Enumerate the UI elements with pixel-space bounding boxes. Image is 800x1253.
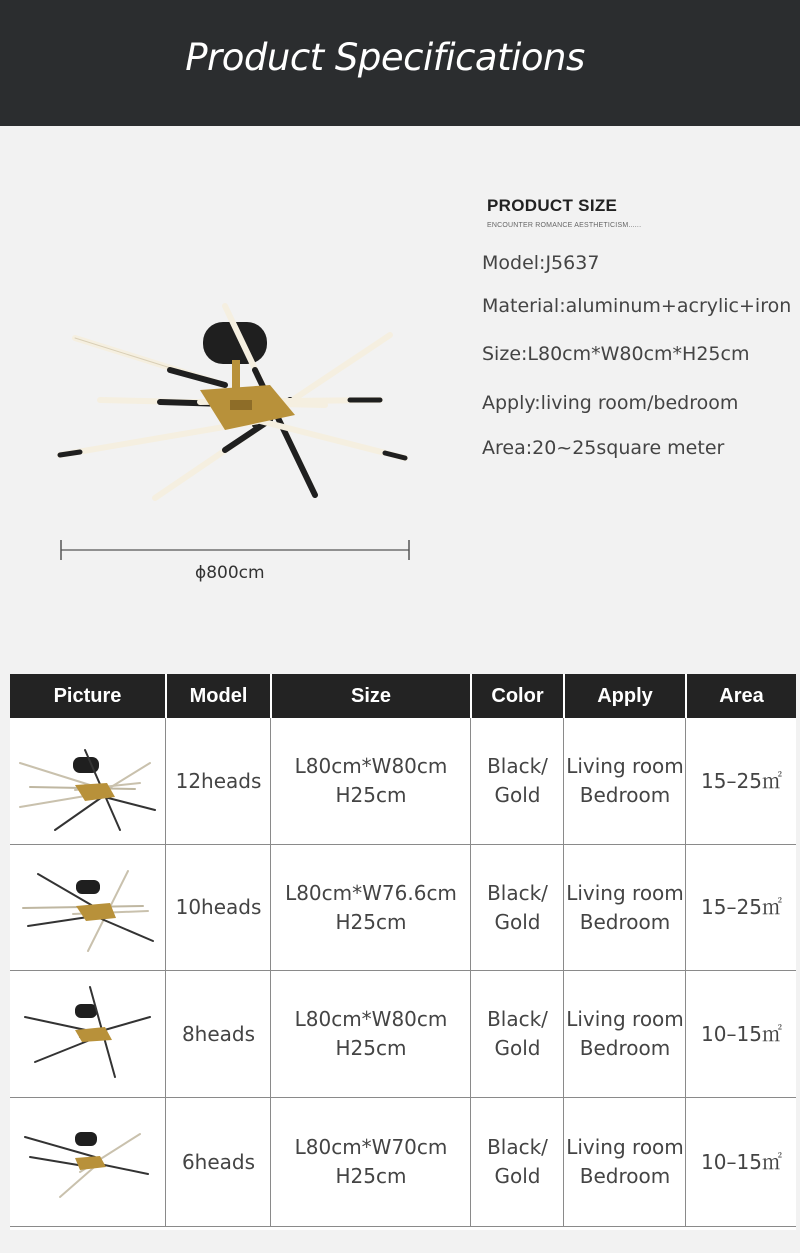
apply-line: Bedroom: [579, 1036, 671, 1060]
column-divider: [165, 718, 166, 1226]
table-row-picture: [20, 982, 155, 1082]
product-size-subtitle: ENCOUNTER ROMANCE AESTHETICISM......: [487, 222, 642, 229]
table-row-area: 10–15㎡: [701, 1149, 782, 1174]
table-row-area: 15–25㎡: [701, 895, 782, 919]
table-row-size: [272, 971, 470, 1097]
table-row-model: 10heads: [175, 895, 262, 919]
table-row-color: [472, 718, 563, 844]
size-line: L80cm*W80cm: [294, 1007, 448, 1031]
column-divider: [470, 718, 471, 1226]
color-line: Black/: [487, 1135, 548, 1159]
header-picture: Picture: [10, 674, 165, 718]
spec-apply: Apply:living room/bedroom: [482, 392, 739, 414]
spec-size: Size:L80cm*W80cm*H25cm: [482, 343, 750, 365]
apply-line: Bedroom: [579, 1164, 671, 1188]
apply-line: Living room: [566, 880, 684, 905]
table-row-color: [472, 1098, 563, 1226]
table-row-area: 15–25㎡: [701, 768, 782, 793]
table-row-color: [472, 845, 563, 970]
color-line: Gold: [494, 909, 541, 934]
color-line: Black/: [487, 1007, 548, 1031]
color-line: Gold: [494, 1036, 541, 1060]
spec-material: Material:aluminum+acrylic+iron: [482, 295, 792, 317]
size-line: L80cm*W76.6cm: [285, 880, 457, 905]
size-line: H25cm: [335, 1164, 407, 1188]
apply-line: Living room: [566, 1135, 684, 1159]
table-row-color: [472, 971, 563, 1097]
column-divider: [685, 718, 686, 1226]
table-row-apply: [565, 845, 685, 970]
table-row-picture: [20, 1122, 155, 1202]
apply-line: Bedroom: [579, 909, 671, 934]
table-row-area: 10–15㎡: [701, 1021, 782, 1046]
row-divider: [10, 1226, 796, 1227]
size-line: L80cm*W80cm: [294, 754, 448, 778]
spec-model: Model:J5637: [482, 252, 600, 274]
color-line: Black/: [487, 754, 548, 778]
column-divider: [563, 718, 564, 1226]
table-row-size: [272, 845, 470, 970]
diameter-label: ϕ800cm: [195, 563, 265, 583]
header-model: Model: [167, 674, 270, 718]
table-row-model: 8heads: [181, 1021, 256, 1046]
header-apply: Apply: [565, 674, 685, 718]
apply-line: Bedroom: [579, 783, 671, 807]
color-line: Black/: [487, 880, 548, 905]
size-line: H25cm: [335, 1036, 407, 1060]
column-divider: [270, 718, 271, 1226]
product-size-heading: PRODUCT SIZE: [487, 196, 618, 215]
page-title: Product Specifications: [185, 36, 585, 79]
dimension-line: [60, 540, 410, 560]
size-line: L80cm*W70cm: [294, 1135, 448, 1159]
table-row-apply: [565, 718, 685, 844]
header-color: Color: [472, 674, 563, 718]
header-area: Area: [687, 674, 796, 718]
size-line: H25cm: [335, 783, 407, 807]
table-row-size: [272, 1098, 470, 1226]
spec-area: Area:20~25square meter: [482, 437, 725, 459]
size-line: H25cm: [335, 909, 407, 934]
table-row-picture: [18, 866, 158, 956]
table-row-model: 12heads: [175, 768, 262, 793]
table-row-apply: [565, 1098, 685, 1226]
apply-line: Living room: [566, 754, 684, 778]
table-row-picture: [15, 745, 160, 835]
table-row-model: 6heads: [181, 1149, 256, 1174]
table-row-size: [272, 718, 470, 844]
chandelier-product-image: [50, 290, 420, 510]
header-banner: [0, 0, 800, 126]
color-line: Gold: [494, 783, 541, 807]
color-line: Gold: [494, 1164, 541, 1188]
header-size: Size: [272, 674, 470, 718]
apply-line: Living room: [566, 1007, 684, 1031]
table-row-apply: [565, 971, 685, 1097]
